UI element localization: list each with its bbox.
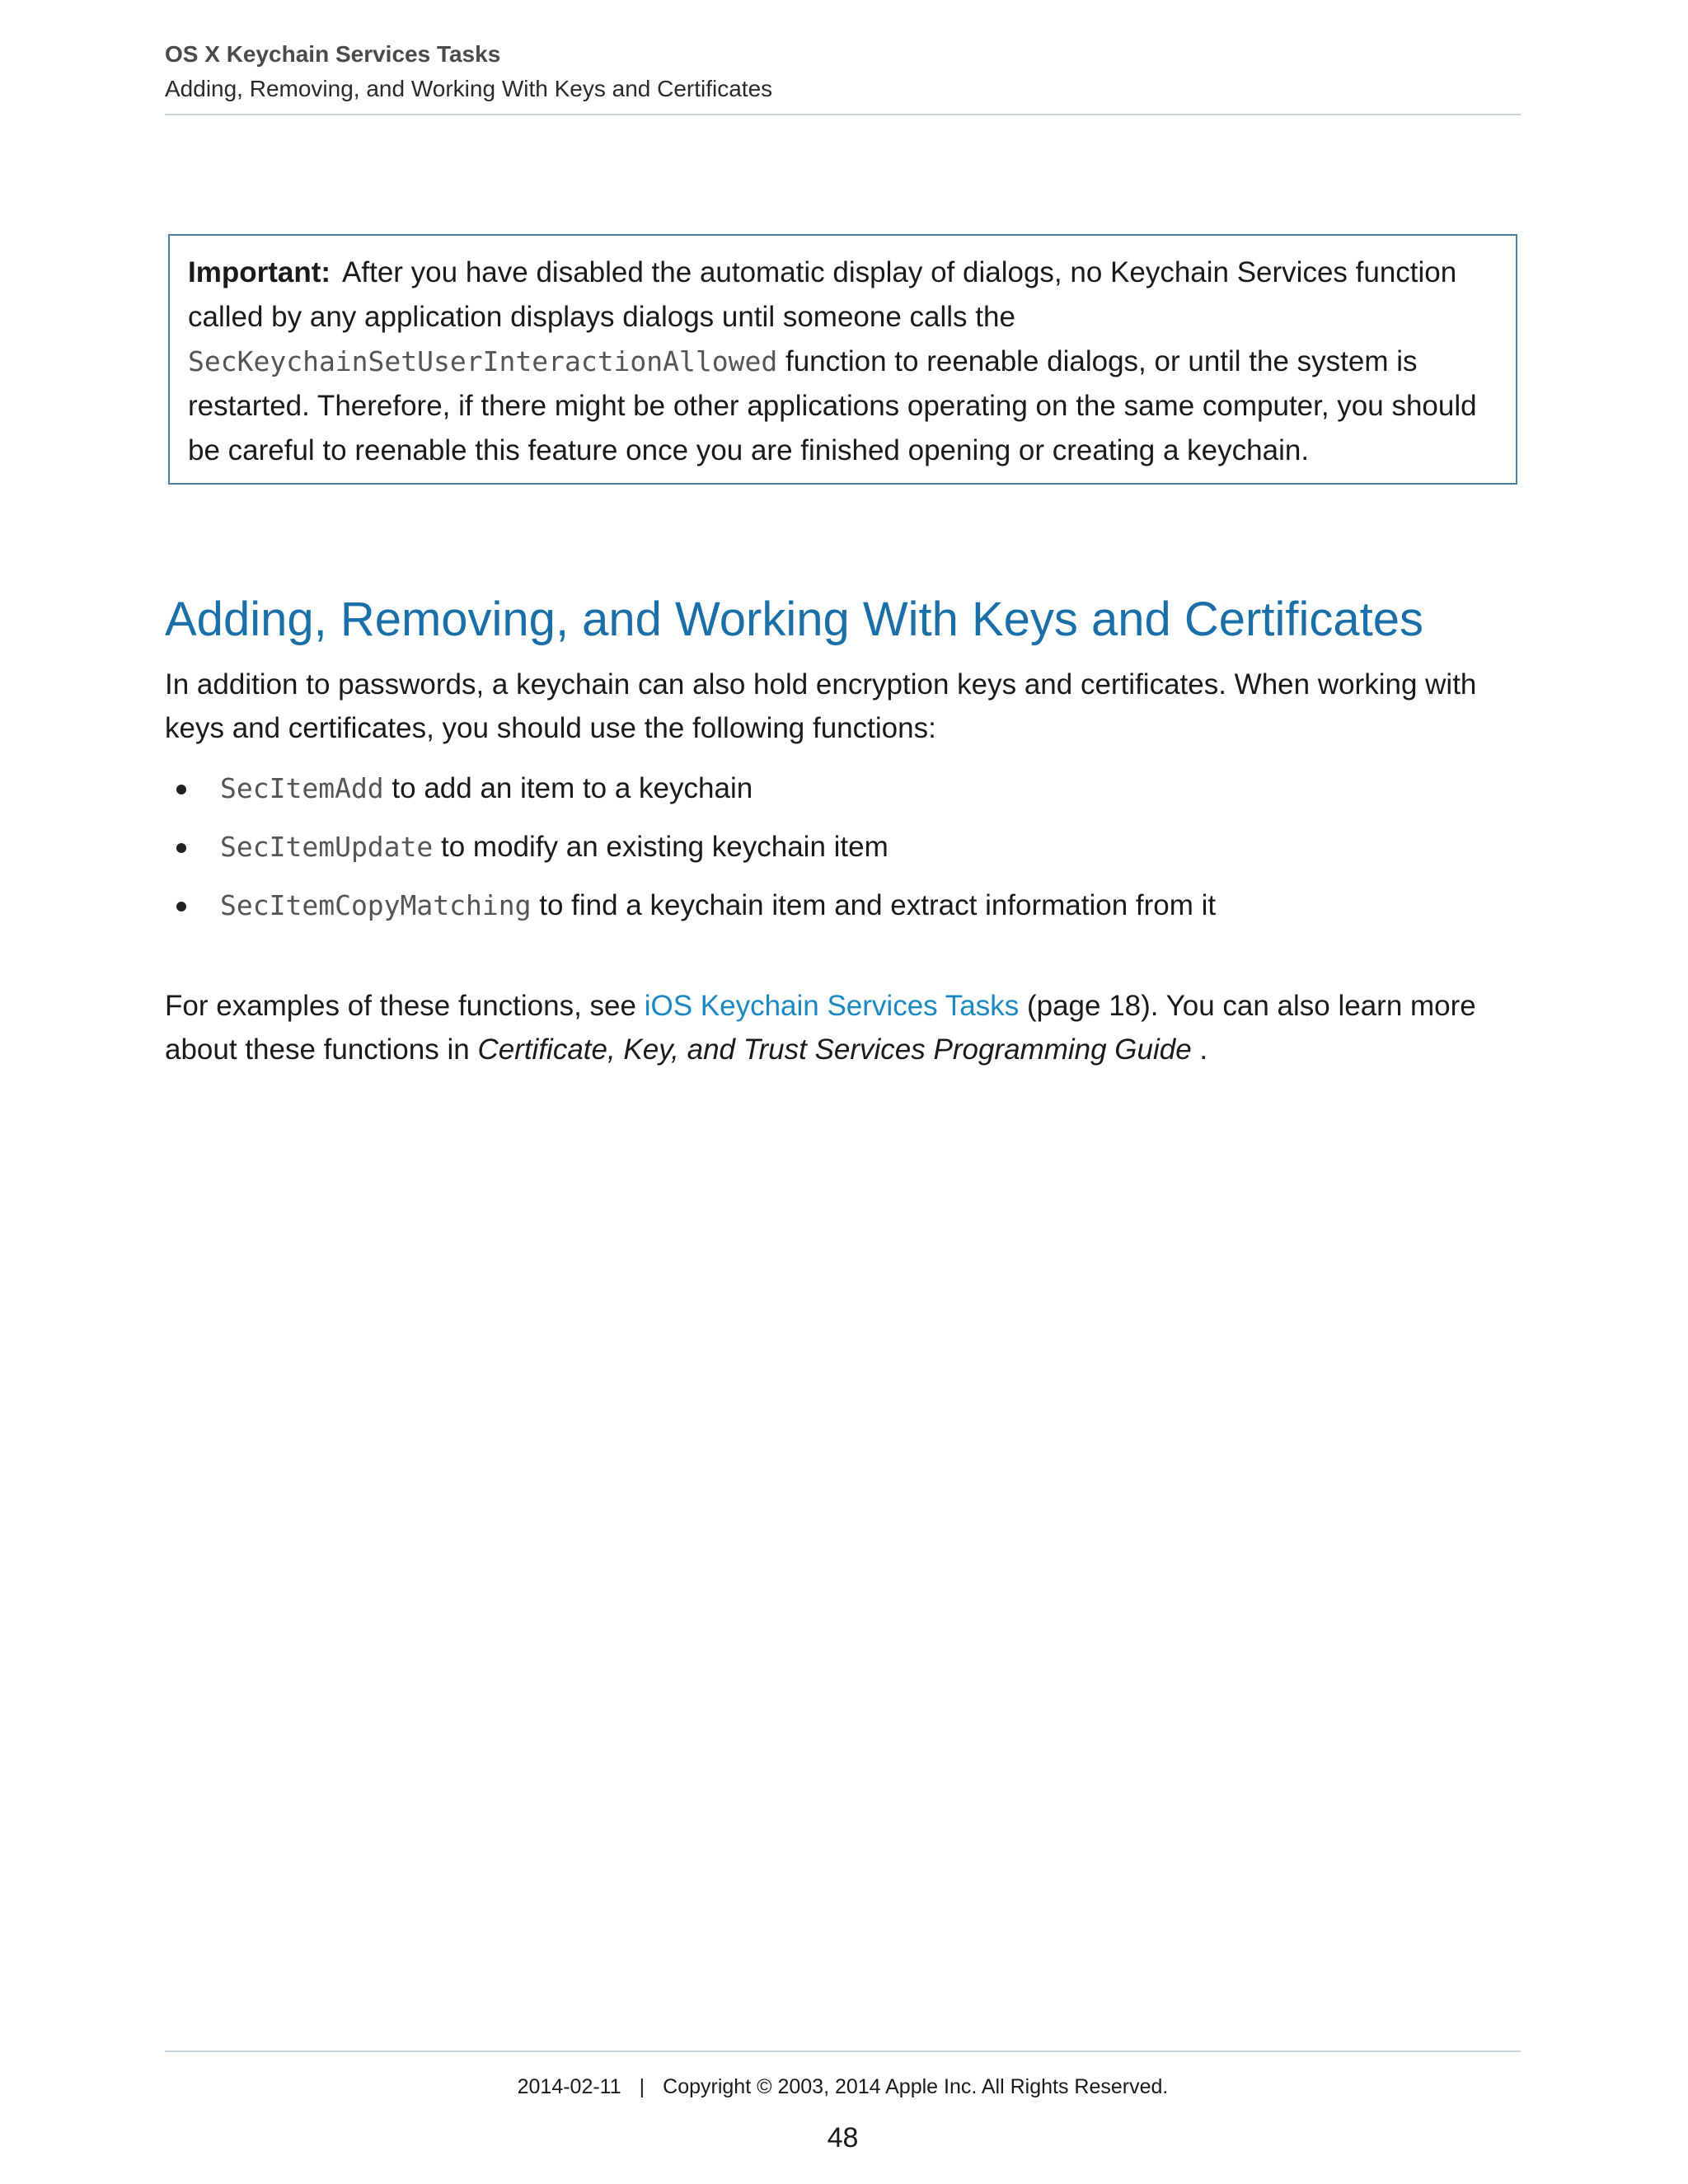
function-name: SecItemUpdate (220, 831, 434, 863)
page-footer (165, 2050, 1521, 2154)
footer-copyright-line (165, 2072, 1521, 2102)
page-number: 48 (827, 2122, 859, 2154)
examples-text-end: . (1191, 1033, 1208, 1066)
guide-title: Certificate, Key, and Trust Services Programming Guide (477, 1033, 1192, 1066)
bullet-icon (176, 843, 186, 853)
function-list (165, 766, 1521, 942)
examples-text-middle: (page 18). You can also learn more about these functions in (165, 990, 1476, 1066)
footer-date: 2014-02-11 (517, 2075, 621, 2098)
function-description: to find a keychain item and extract information from it (531, 889, 1217, 921)
footer-copyright: Copyright © 2003, 2014 Apple Inc. All Rights Reserved. (663, 2075, 1169, 2098)
important-text-start: After you have disabled the automatic display of dialogs, no Keychain Services function called by any application displays dialogs until someone calls the (188, 256, 1457, 333)
examples-text-start: For examples of these functions, see (165, 990, 645, 1022)
intro-paragraph: In addition to passwords, a keychain can also hold encryption keys and certificates. When working with keys and certificates, you should use the following functions: (165, 668, 1477, 744)
page-header (165, 38, 1521, 115)
bullet-icon (176, 785, 186, 794)
important-text-end: function to reenable dialogs, or until the system is restarted. Therefore, if there might be other applications operating on the same computer, you should be careful to reenable this feature once you are finished opening or creating a keychain. (188, 345, 1477, 466)
examples-paragraph (165, 984, 1521, 1071)
function-name: SecItemAdd (220, 772, 384, 804)
function-description: to modify an existing keychain item (433, 831, 889, 863)
function-description: to add an item to a keychain (383, 772, 753, 804)
header-chapter-title: OS X Keychain Services Tasks (165, 41, 501, 67)
section-heading: Adding, Removing, and Working With Keys and Certificates (165, 593, 1423, 646)
important-code-function: SecKeychainSetUserInteractionAllowed (188, 345, 778, 377)
ios-keychain-tasks-link[interactable]: iOS Keychain Services Tasks (644, 990, 1020, 1022)
list-item (165, 766, 1521, 825)
bullet-icon (176, 902, 186, 912)
function-name: SecItemCopyMatching (220, 889, 532, 921)
list-item (165, 825, 1521, 883)
header-section-title: Adding, Removing, and Working With Keys and Certificates (165, 76, 773, 101)
footer-separator: | (639, 2075, 645, 2098)
important-note-box (168, 234, 1517, 485)
list-item (165, 883, 1521, 942)
important-label: Important: (188, 256, 331, 288)
